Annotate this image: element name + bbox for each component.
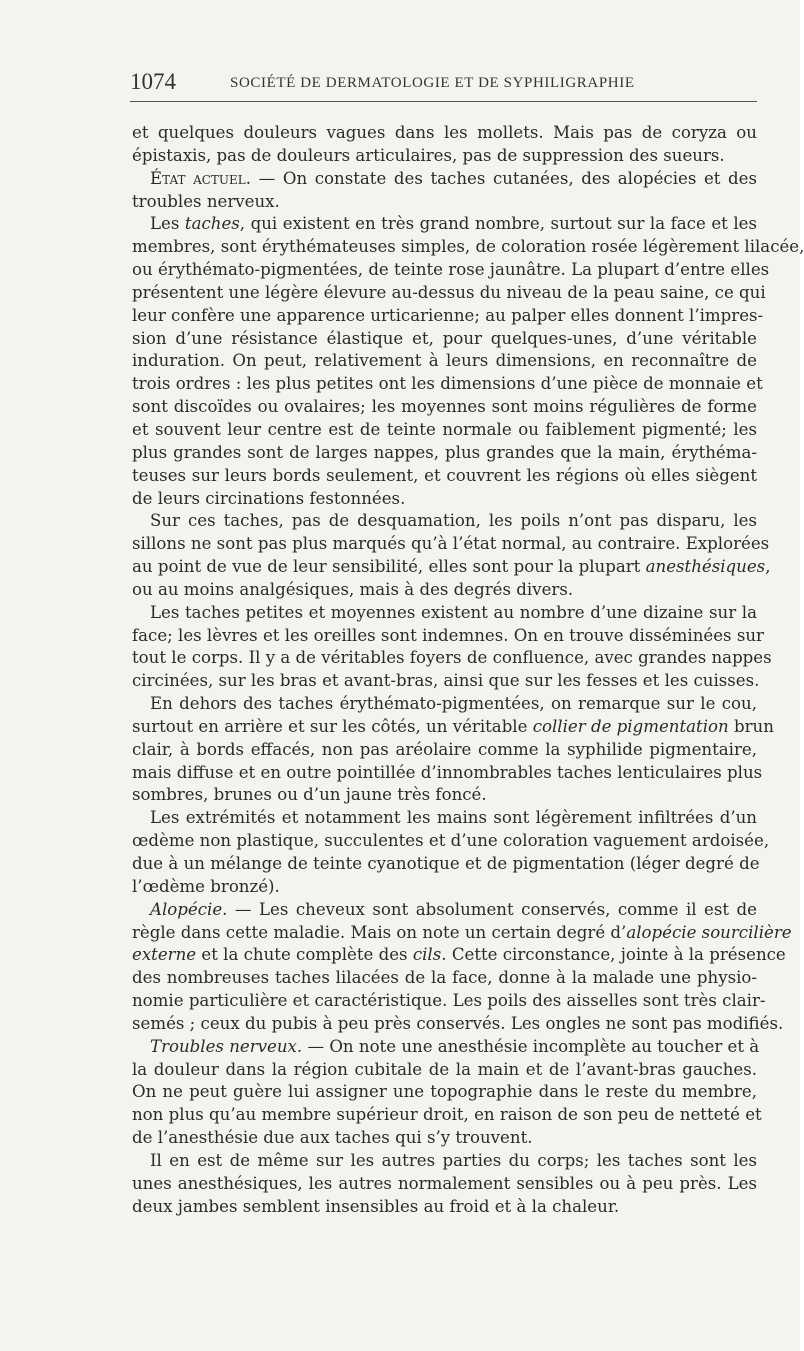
text-run: . Cette circonstance, jointe à la présence	[441, 945, 786, 965]
text-line: ou au moins analgésiques, mais à des degrés divers.	[132, 579, 574, 599]
text-line: et souvent leur centre est de teinte normale ou faiblement pigmenté; les	[132, 419, 757, 439]
page-header	[130, 68, 758, 98]
text-line: leur confère une apparence urticarienne; au palper elles donnent l’impres-	[132, 305, 764, 325]
text-line: l’œdème bronzé).	[132, 876, 280, 896]
text-line: de leurs circinations festonnées.	[132, 488, 406, 508]
text-line: non plus qu’au membre supérieur droit, en raison de son peu de netteté et	[132, 1105, 762, 1125]
text-run: Les	[150, 214, 185, 234]
text-line: Les taches petites et moyennes existent au nombre d’une dizaine sur la	[150, 602, 757, 622]
text-line: sombres, brunes ou d’un jaune très foncé.	[132, 785, 487, 805]
text-line: membres, sont érythémateuses simples, de coloration rosée légèrement lilacée,	[132, 237, 804, 257]
text-line: circinées, sur les bras et avant-bras, ainsi que sur les fesses et les cuisses.	[132, 671, 760, 691]
text-run: et la chute complète des	[196, 945, 413, 965]
text-line: nomie particulière et caractéristique. Les poils des aisselles sont très clair-	[132, 991, 766, 1011]
text-line: induration. On peut, relativement à leurs dimensions, en reconnaître de	[132, 351, 757, 371]
text-line: deux jambes semblent insensibles au froid et à la chaleur.	[132, 1196, 620, 1216]
text-line: troubles nerveux.	[132, 191, 280, 211]
italic-run: alopécie sourcilière	[626, 922, 792, 942]
text-run: , qui existent en très grand nombre, surtout sur la face et les	[239, 214, 757, 234]
text-line: la douleur dans la région cubitale de la main et de l’avant-bras gauches.	[132, 1059, 757, 1079]
text-run: — On note une anesthésie incomplète au toucher et à	[302, 1036, 760, 1056]
body-text	[132, 122, 804, 1219]
text-run: règle dans cette maladie. Mais on note un certain degré d’	[132, 922, 627, 942]
header-rule	[130, 101, 757, 102]
text-line: sion d’une résistance élastique et, pour quelques-unes, d’une véritable	[132, 328, 757, 348]
text-line	[132, 944, 786, 967]
text-line: de l’anesthésie due aux taches qui s’y trouvent.	[132, 1128, 533, 1148]
text-line: teuses sur leurs bords seulement, et couvrent les régions où elles siègent	[132, 465, 757, 485]
text-line	[132, 1036, 760, 1059]
text-line	[132, 716, 774, 739]
text-line: tout le corps. Il y a de véritables foyers de confluence, avec grandes nappes	[132, 648, 772, 668]
text-line: mais diffuse et en outre pointillée d’innombrables taches lenticulaires plus	[132, 762, 763, 782]
running-title: SOCIÉTÉ DE DERMATOLOGIE ET DE SYPHILIGRAPHIE	[230, 75, 635, 91]
text-line: semés ; ceux du pubis à peu près conservés. Les ongles ne sont pas modifiés.	[132, 1013, 784, 1033]
text-line: due à un mélange de teinte cyanotique et de pigmentation (léger degré de	[132, 854, 760, 873]
text-run: — Les cheveux sont absolument conservés, comme il est de	[227, 899, 757, 919]
text-line: œdème non plastique, succulentes et d’une coloration vaguement ardoisée,	[132, 831, 770, 851]
text-line: unes anesthésiques, les autres normalement sensibles ou à peu près. Les	[132, 1173, 757, 1193]
text-line: Il en est de même sur les autres parties du corps; les taches sont les	[150, 1150, 757, 1170]
text-line: En dehors des taches érythémato-pigmentées, on remarque sur le cou,	[150, 694, 757, 714]
italic-run: externe	[132, 945, 197, 965]
text-line: des nombreuses taches lilacées de la face, donne à la malade une physio-	[132, 968, 757, 988]
text-line	[132, 213, 757, 236]
text-line: Les extrémités et notamment les mains sont légèrement infiltrées d’un	[150, 808, 757, 828]
text-run: — On constate des taches cutanées, des alopécies et des	[251, 168, 758, 188]
text-line: On ne peut guère lui assigner une topographie dans le reste du membre,	[132, 1082, 757, 1102]
section-heading: État actuel.	[150, 168, 252, 188]
text-line: ou érythémato-pigmentées, de teinte rose jaunâtre. La plupart d’entre elles	[132, 260, 770, 280]
text-line: présentent une légère élevure au-dessus du niveau de la peau saine, ce qui	[132, 282, 766, 302]
text-run: au point de vue de leur sensibilité, elles sont pour la plupart	[132, 557, 646, 577]
text-line: sillons ne sont pas plus marqués qu’à l’état normal, au contraire. Explorées	[132, 534, 770, 554]
text-line	[132, 899, 757, 922]
text-line: plus grandes sont de larges nappes, plus grandes que la main, érythéma-	[132, 442, 757, 462]
text-line: sont discoïdes ou ovalaires; les moyennes sont moins régulières de forme	[132, 397, 757, 417]
section-heading: Troubles nerveux.	[150, 1036, 303, 1056]
italic-run: taches	[184, 214, 240, 234]
text-run: ,	[765, 557, 771, 577]
italic-run: collier de pigmentation	[532, 716, 729, 736]
text-line: et quelques douleurs vagues dans les mollets. Mais pas de coryza ou	[132, 123, 757, 142]
text-run: brun	[728, 716, 774, 736]
text-line: clair, à bords effacés, non pas aréolaire comme la syphilide pigmentaire,	[132, 739, 757, 759]
text-line: épistaxis, pas de douleurs articulaires, pas de suppression des sueurs.	[132, 145, 725, 165]
italic-run: cils	[412, 945, 442, 965]
text-line: face; les lèvres et les oreilles sont indemnes. On en trouve disséminées sur	[132, 625, 764, 645]
text-line: Sur ces taches, pas de desquamation, les poils n’ont pas disparu, les	[150, 511, 757, 531]
text-line	[132, 168, 757, 191]
section-heading: Alopécie.	[150, 899, 228, 919]
text-line: trois ordres : les plus petites ont les dimensions d’une pièce de monnaie et	[132, 374, 763, 394]
text-run: surtout en arrière et sur les côtés, un véritable	[132, 716, 533, 736]
page-number: 1074	[130, 69, 176, 94]
text-line	[132, 922, 792, 945]
italic-run: anesthésiques	[645, 557, 766, 577]
text-line	[132, 556, 771, 579]
